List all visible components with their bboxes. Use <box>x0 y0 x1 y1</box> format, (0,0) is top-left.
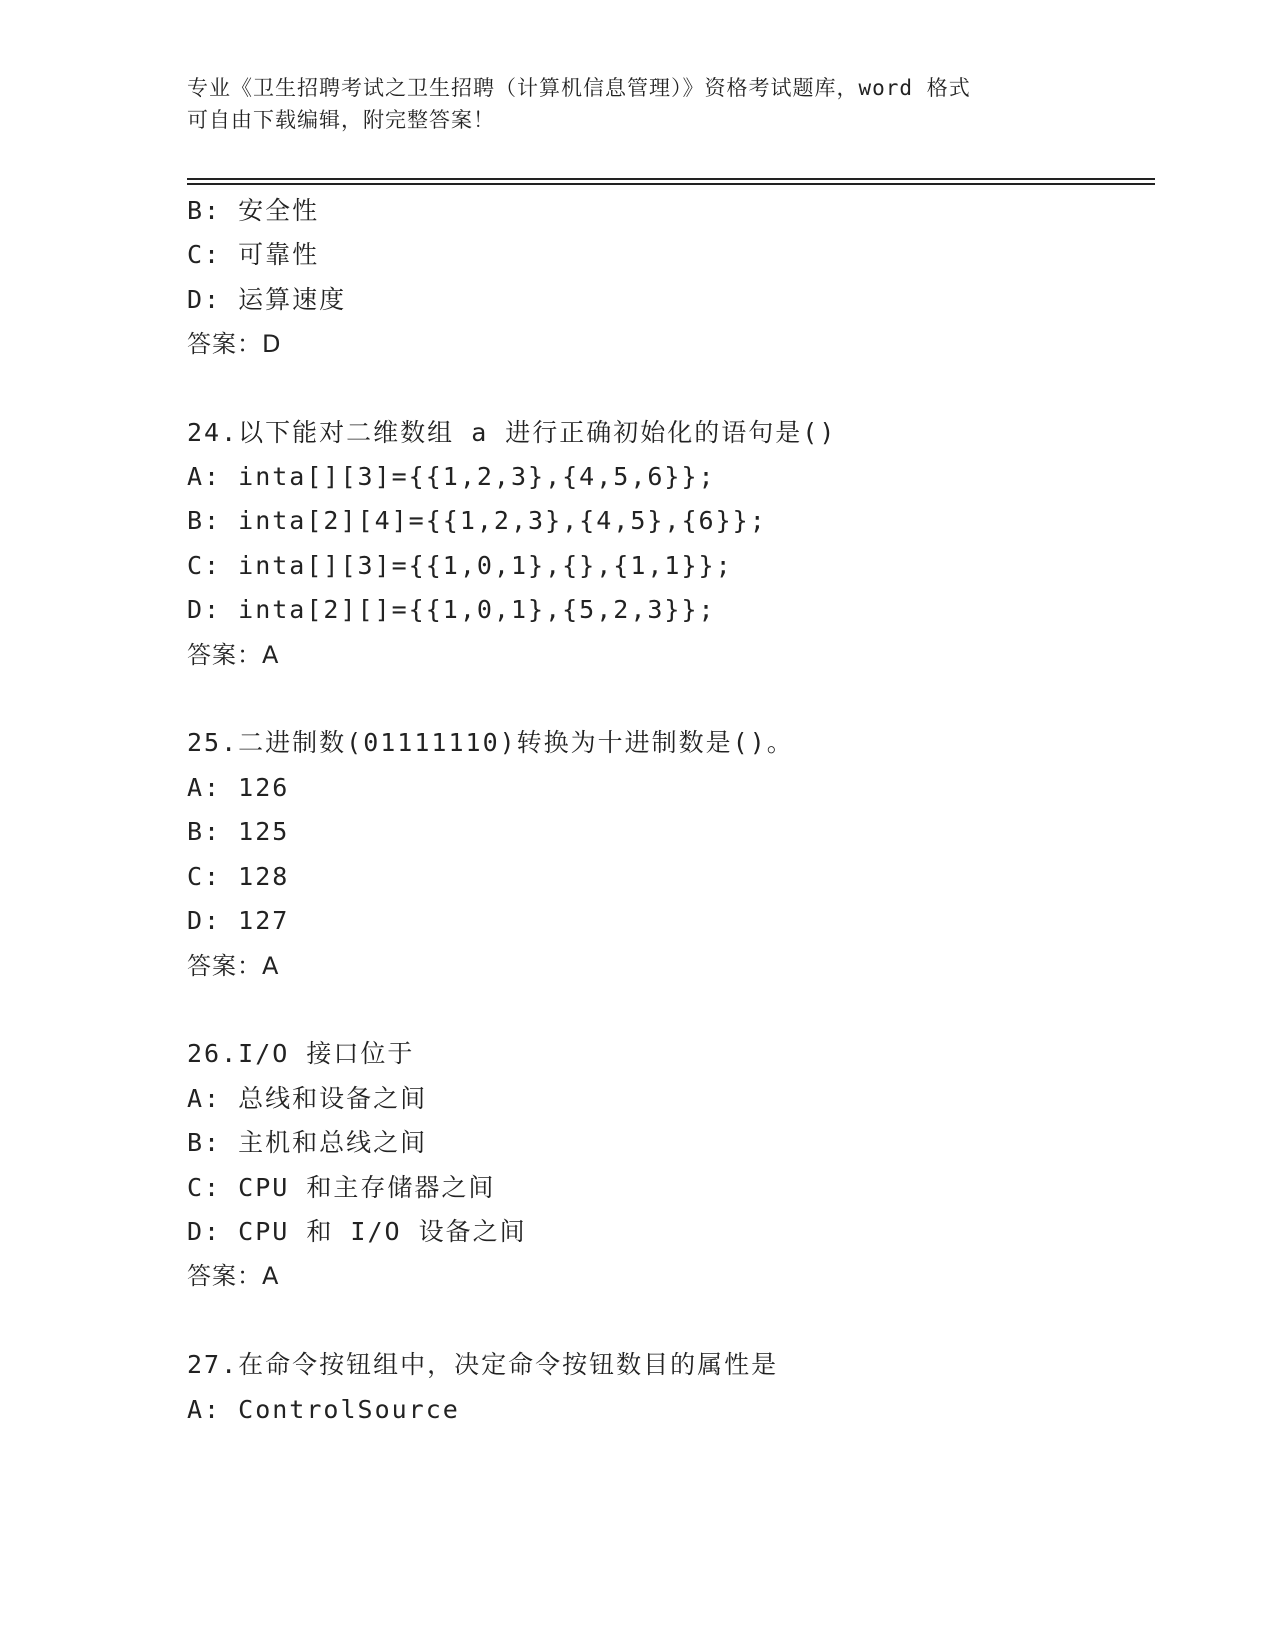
document-header <box>187 72 1087 136</box>
q27-option-a: A: ControlSource <box>187 1395 460 1424</box>
q24-option-d: D: inta[2][]={{1,0,1},{5,2,3}}; <box>187 595 716 624</box>
q24-option-c: C: inta[][3]={{1,0,1},{},{1,1}}; <box>187 551 733 580</box>
q27-question: 27.在命令按钮组中，决定命令按钮数目的属性是 <box>187 1350 779 1379</box>
q25-question: 25.二进制数(01111110)转换为十进制数是()。 <box>187 728 794 757</box>
q25-option-a: A: 126 <box>187 773 290 802</box>
q23-option-b: B: 安全性 <box>187 196 320 225</box>
header-divider-top <box>187 178 1155 180</box>
q26-question: 26.I/O 接口位于 <box>187 1039 415 1068</box>
q24-answer: 答案：A <box>187 641 280 669</box>
header-line-1: 专业《卫生招聘考试之卫生招聘（计算机信息管理）》资格考试题库，word 格式 <box>187 76 971 100</box>
q24-option-b: B: inta[2][4]={{1,2,3},{4,5},{6}}; <box>187 506 767 535</box>
q26-option-c: C: CPU 和主存储器之间 <box>187 1173 496 1202</box>
q23-option-d: D: 运算速度 <box>187 285 347 314</box>
header-line-2: 可自由下载编辑，附完整答案！ <box>187 108 495 132</box>
q25-option-c: C: 128 <box>187 862 290 891</box>
q25-answer: 答案：A <box>187 952 280 980</box>
header-divider-bottom <box>187 183 1155 185</box>
q23-answer: 答案：D <box>187 330 282 358</box>
q24-question: 24.以下能对二维数组 a 进行正确初始化的语句是() <box>187 418 837 447</box>
q24-option-a: A: inta[][3]={{1,2,3},{4,5,6}}; <box>187 462 716 491</box>
q26-option-a: A: 总线和设备之间 <box>187 1084 428 1113</box>
q26-option-d: D: CPU 和 I/O 设备之间 <box>187 1217 527 1246</box>
q25-option-d: D: 127 <box>187 906 290 935</box>
q26-option-b: B: 主机和总线之间 <box>187 1128 428 1157</box>
q25-option-b: B: 125 <box>187 817 290 846</box>
q26-answer: 答案：A <box>187 1262 280 1290</box>
q23-option-c: C: 可靠性 <box>187 240 320 269</box>
